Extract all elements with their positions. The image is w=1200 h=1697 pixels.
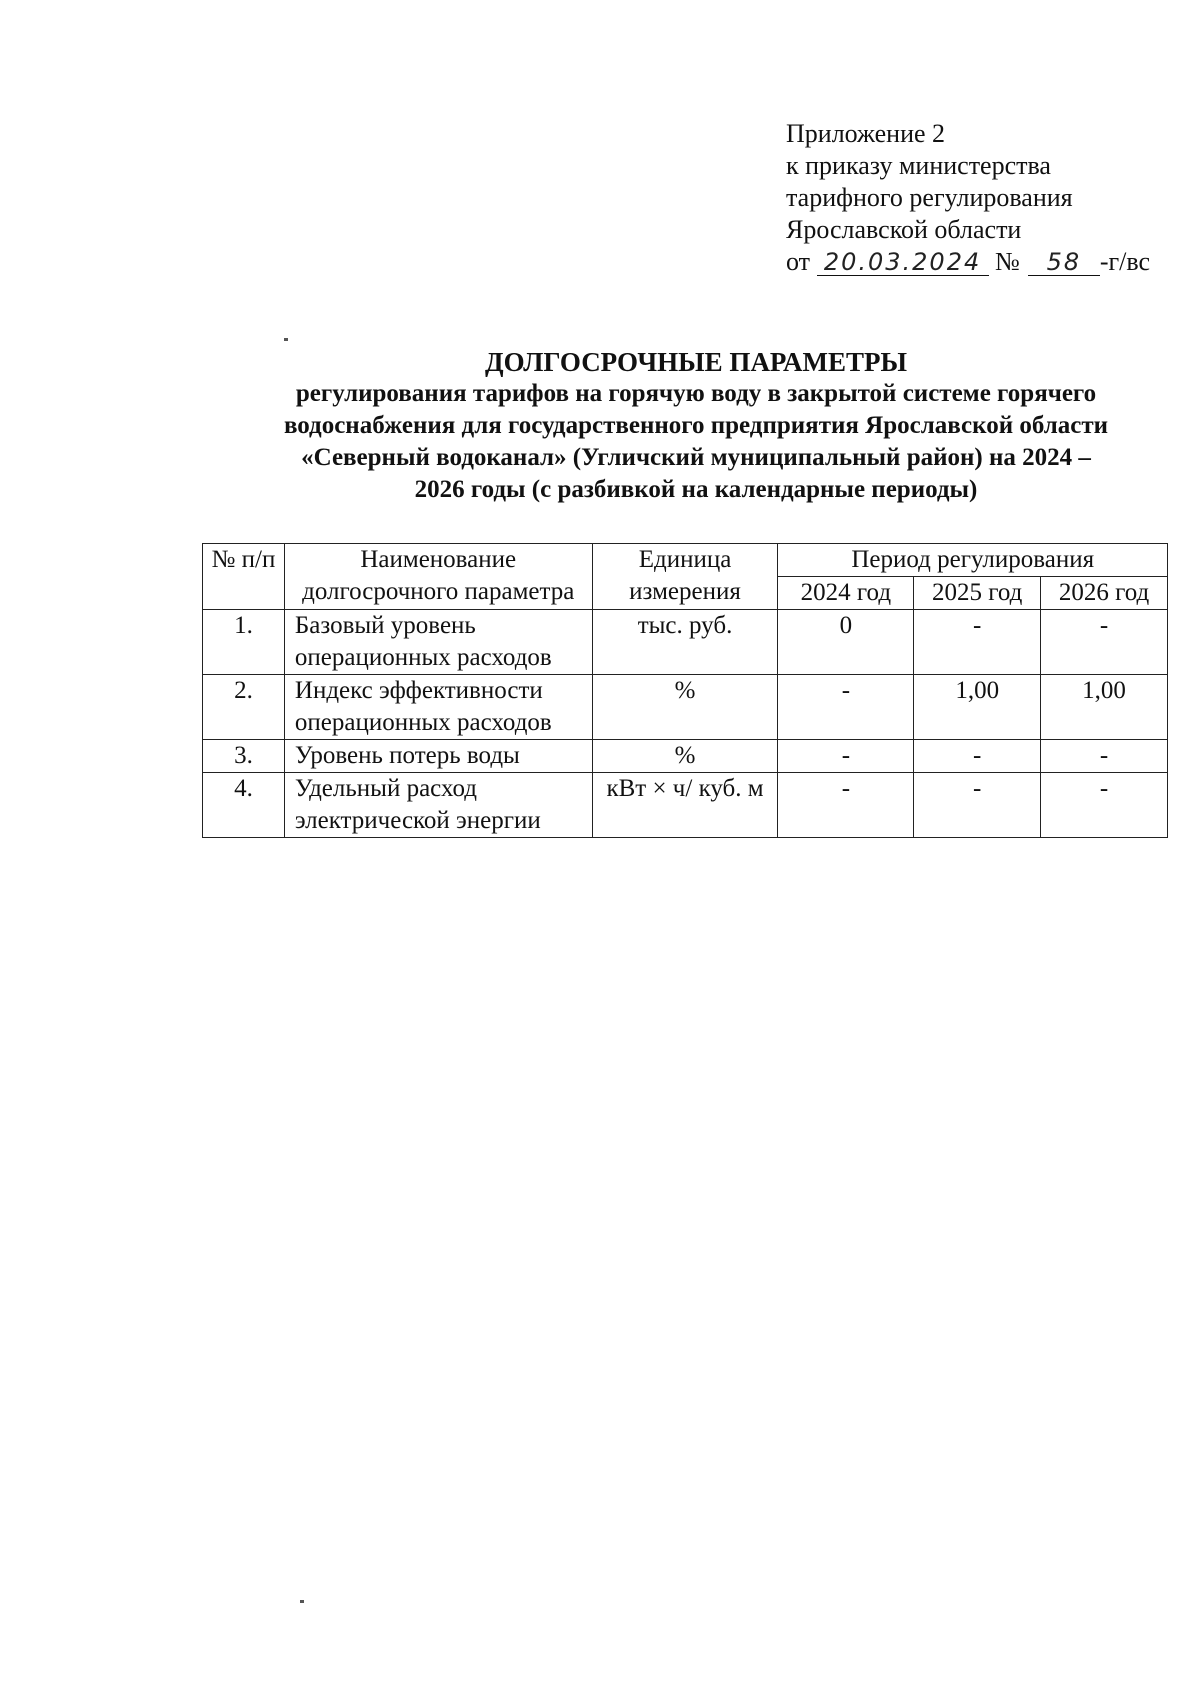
subtitle-line: «Северный водоканал» (Угличский муниципальный район) на 2024 – [301, 444, 1091, 471]
row-value: - [778, 773, 914, 838]
row-value: - [1041, 740, 1168, 773]
number-suffix: -г/вс [1099, 247, 1151, 276]
number-sign: № [995, 247, 1020, 276]
row-unit: кВт × ч/ куб. м [592, 773, 778, 838]
row-num: 2. [203, 675, 285, 740]
row-value: - [914, 610, 1041, 675]
subtitle-line: водоснабжения для государственного предприятия Ярославской области [283, 412, 1109, 439]
row-num: 3. [203, 740, 285, 773]
annex-block [786, 118, 1150, 278]
table-row [203, 740, 1168, 773]
row-name: Индекс эффективности операционных расходов [284, 675, 592, 740]
row-name: Удельный расход электрической энергии [284, 773, 592, 838]
annex-line-4: Ярославской области [786, 215, 1022, 244]
document-heading [196, 346, 1196, 506]
row-unit: % [592, 740, 778, 773]
header-num: № п/п [203, 544, 285, 610]
header-year: 2026 год [1041, 577, 1168, 610]
header-year: 2025 год [914, 577, 1041, 610]
header-name: Наименование долгосрочного параметра [284, 544, 592, 610]
row-value: 0 [778, 610, 914, 675]
row-value: - [1041, 773, 1168, 838]
document-title: ДОЛГОСРОЧНЫЕ ПАРАМЕТРЫ [485, 347, 907, 377]
row-value: 1,00 [1041, 675, 1168, 740]
row-unit: тыс. руб. [592, 610, 778, 675]
annex-line-1: Приложение 2 [786, 119, 946, 148]
row-value: - [1041, 610, 1168, 675]
table-row [203, 675, 1168, 740]
scan-speck [284, 338, 288, 341]
annex-date-line [786, 246, 1150, 278]
parameters-table [202, 543, 1168, 838]
row-value: - [778, 740, 914, 773]
annex-line-2: к приказу министерства [786, 151, 1051, 180]
number-value: 58 [1046, 248, 1082, 276]
row-value: - [914, 773, 1041, 838]
table-row [203, 610, 1168, 675]
row-value: - [914, 740, 1041, 773]
header-row [203, 544, 1168, 577]
annex-line-3: тарифного регулирования [786, 183, 1073, 212]
row-num: 1. [203, 610, 285, 675]
header-period: Период регулирования [778, 544, 1168, 577]
subtitle-line: регулирования тарифов на горячую воду в закрытой системе горячего [295, 380, 1097, 407]
row-num: 4. [203, 773, 285, 838]
row-value: - [778, 675, 914, 740]
table-row [203, 773, 1168, 838]
row-name: Уровень потерь воды [284, 740, 592, 773]
row-value: 1,00 [914, 675, 1041, 740]
subtitle-line: 2026 годы (с разбивкой на календарные периоды) [414, 476, 978, 503]
row-unit: % [592, 675, 778, 740]
header-year: 2024 год [778, 577, 914, 610]
scan-speck [300, 1600, 304, 1603]
date-field [817, 249, 989, 276]
row-name: Базовый уровень операционных расходов [284, 610, 592, 675]
number-field [1028, 249, 1100, 276]
header-unit: Единица измерения [592, 544, 778, 610]
date-prefix: от [786, 247, 811, 276]
date-value: 20.03.2024 [823, 248, 982, 276]
